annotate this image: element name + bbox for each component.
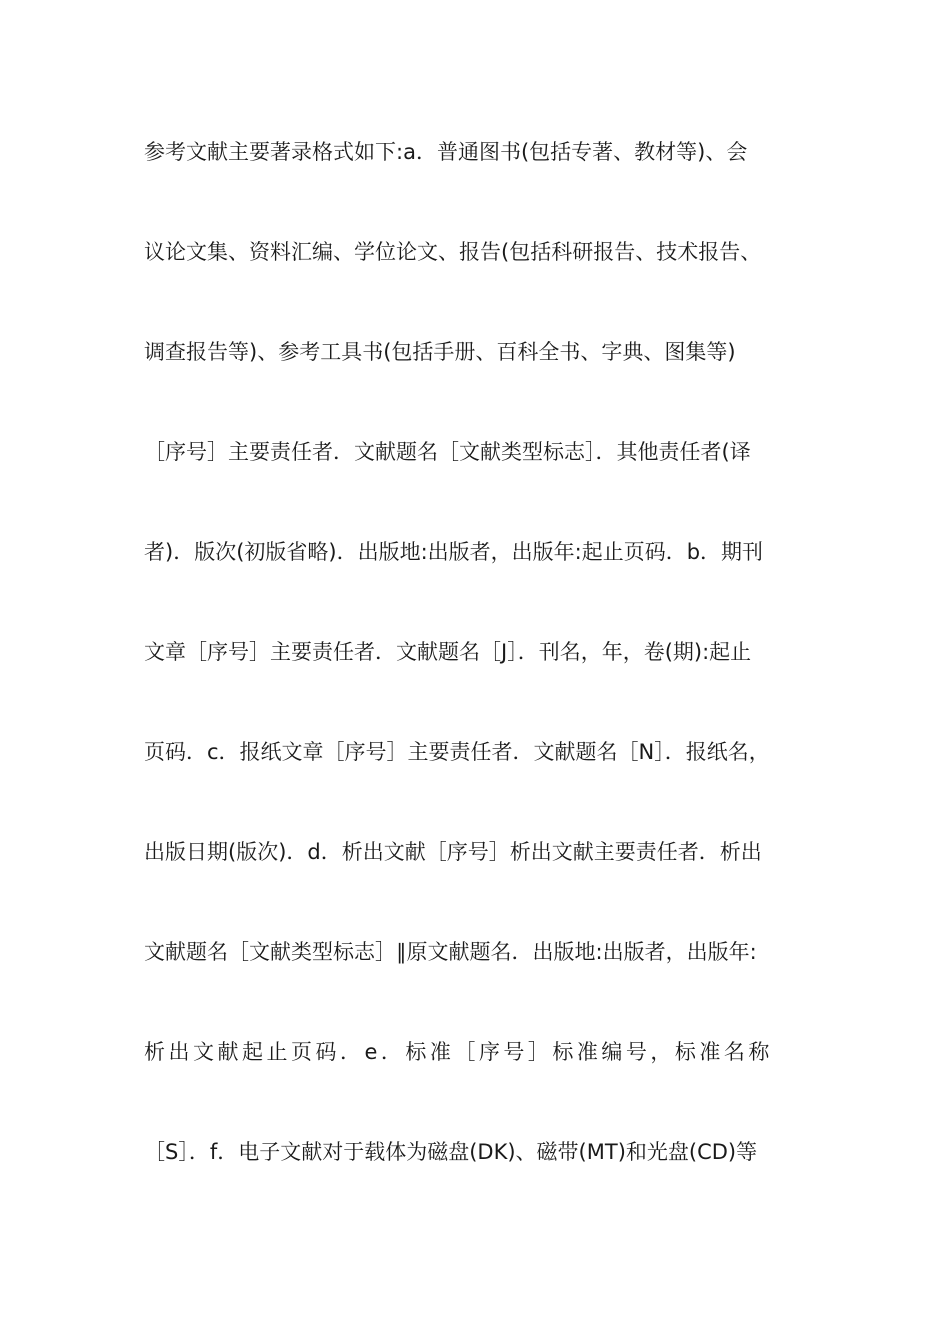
paragraph-line: 议论文集、资料汇编、学位论文、报告(包括科研报告、技术报告、 xyxy=(144,240,762,264)
paragraph-line: 出版日期(版次)．d．析出文献［序号］析出文献主要责任者．析出 xyxy=(144,840,762,864)
paragraph-line: 文章［序号］主要责任者．文献题名［J］．刊名，年，卷(期):起止 xyxy=(144,640,752,664)
paragraph-line: 析出文献起止页码．e．标准［序号］标准编号，标准名称 xyxy=(144,1040,773,1064)
paragraph-line: 文献题名［文献类型标志］∥原文献题名．出版地:出版者，出版年: xyxy=(144,940,757,964)
paragraph-line: 者)．版次(初版省略)．出版地:出版者，出版年:起止页码．b．期刊 xyxy=(144,540,764,564)
paragraph-line: ［序号］主要责任者．文献题名［文献类型标志］．其他责任者(译 xyxy=(144,440,751,464)
paragraph-line: 页码．c．报纸文章［序号］主要责任者．文献题名［N］．报纸名， xyxy=(144,740,770,764)
paragraph-line: ［S］．f．电子文献对于载体为磁盘(DK)、磁带(MT)和光盘(CD)等 xyxy=(144,1140,758,1164)
reference-format-paragraph xyxy=(144,131,814,1231)
paragraph-line: 调查报告等)、参考工具书(包括手册、百科全书、字典、图集等) xyxy=(144,340,736,364)
paragraph-line: 参考文献主要著录格式如下:a．普通图书(包括专著、教材等)、会 xyxy=(144,140,748,164)
